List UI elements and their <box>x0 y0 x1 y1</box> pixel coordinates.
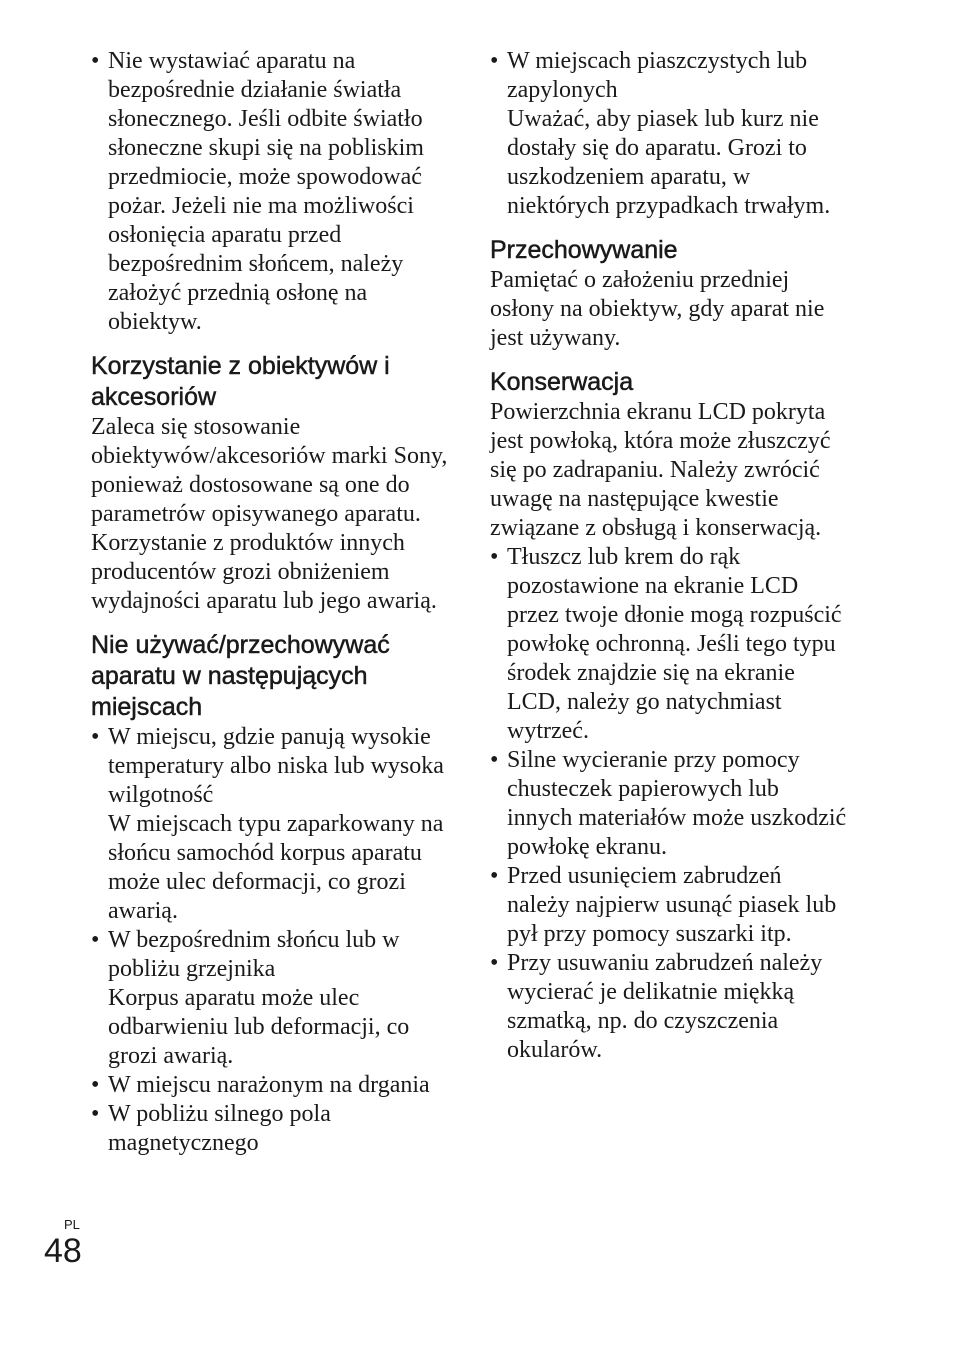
left-column <box>91 47 451 1158</box>
list-item <box>91 47 451 337</box>
list-item-desc: W miejscach typu zaparkowany na słońcu samochód korpus aparatu może ulec deformacji, co grozi awarią. <box>108 811 444 924</box>
list-item-desc: Korpus aparatu może ulec odbarwieniu lub deformacji, co grozi awarią. <box>108 985 410 1069</box>
list-item-title: • W bezpośrednim słońcu lub w pobliżu grzejnika <box>108 927 400 982</box>
list-item <box>91 1071 451 1100</box>
list-item <box>490 47 850 221</box>
list-item <box>91 926 451 1071</box>
page-number: 48 <box>44 1232 82 1270</box>
language-code: PL <box>64 1217 80 1232</box>
sandy-list <box>490 47 850 221</box>
section-heading-maintenance: Konserwacja <box>490 368 634 396</box>
list-item: • Przed usunięciem zabrudzeń należy najpierw usunąć piasek lub pył przy pomocy suszarki itp. <box>490 862 850 949</box>
list-item: • Przy usuwaniu zabrudzeń należy wycierać je delikatnie miękką szmatką, np. do czyszczenia okularów. <box>490 949 850 1065</box>
right-column <box>490 47 850 1065</box>
list-item-title: • W pobliżu silnego pola magnetycznego <box>108 1101 331 1156</box>
list-item: • Tłuszcz lub krem do rąk pozostawione na ekranie LCD przez twoje dłonie mogą rozpuścić powłokę ochronną. Jeśli tego typu środek znajdzie się na ekranie LCD, należy go natychmiast wytrzeć. <box>490 543 850 746</box>
places-list <box>91 723 451 1158</box>
list-item: • Silne wycieranie przy pomocy chusteczek papierowych lub innych materiałów może uszkodzić powłokę ekranu. <box>490 746 850 862</box>
list-item-desc: Uważać, aby piasek lub kurz nie dostały się do aparatu. Grozi to uszkodzeniem aparatu, w niektórych przypadkach trwałym. <box>507 106 831 219</box>
section-heading-places: Nie używać/przechowywać aparatu w następujących miejscach <box>91 631 390 721</box>
section-heading-storage: Przechowywanie <box>490 236 678 264</box>
section-heading-lenses: Korzystanie z obiektywów i akcesoriów <box>91 352 390 411</box>
maintenance-list <box>490 543 850 1065</box>
list-item-title: • W miejscu, gdzie panują wysokie temperatury albo niska lub wysoka wilgotność <box>108 724 444 808</box>
list-item-title: • W miejscach piaszczystych lub zapylonych <box>507 48 808 103</box>
list-item-text: • Nie wystawiać aparatu na bezpośrednie działanie światła słonecznego. Jeśli odbite światło słoneczne skupi się na pobliskim przedmiocie, może spowodować pożar. Jeżeli nie ma możliwości osłonięcia aparatu przed bezpośrednim słońcem, należy założyć przednią osłonę na obiektyw. <box>108 48 424 335</box>
list-item <box>91 723 451 926</box>
intro-list <box>91 47 451 337</box>
section-text-storage: Pamiętać o założeniu przedniej osłony na obiektyw, gdy aparat nie jest używany. <box>490 267 825 351</box>
list-item <box>91 1100 451 1158</box>
page-footer <box>44 1218 82 1270</box>
list-item-title: • W miejscu narażonym na drgania <box>108 1072 430 1098</box>
section-text-maintenance: Powierzchnia ekranu LCD pokryta jest powłoką, która może złuszczyć się po zadrapaniu. Należy zwrócić uwagę na następujące kwestie związane z obsługą i konserwacją. <box>490 399 831 541</box>
section-text-lenses: Zaleca się stosowanie obiektywów/akcesoriów marki Sony, ponieważ dostosowane są one do parametrów opisywanego aparatu. Korzystanie z produktów innych producentów grozi obniżeniem wydajności aparatu lub jego awarią. <box>91 414 448 614</box>
